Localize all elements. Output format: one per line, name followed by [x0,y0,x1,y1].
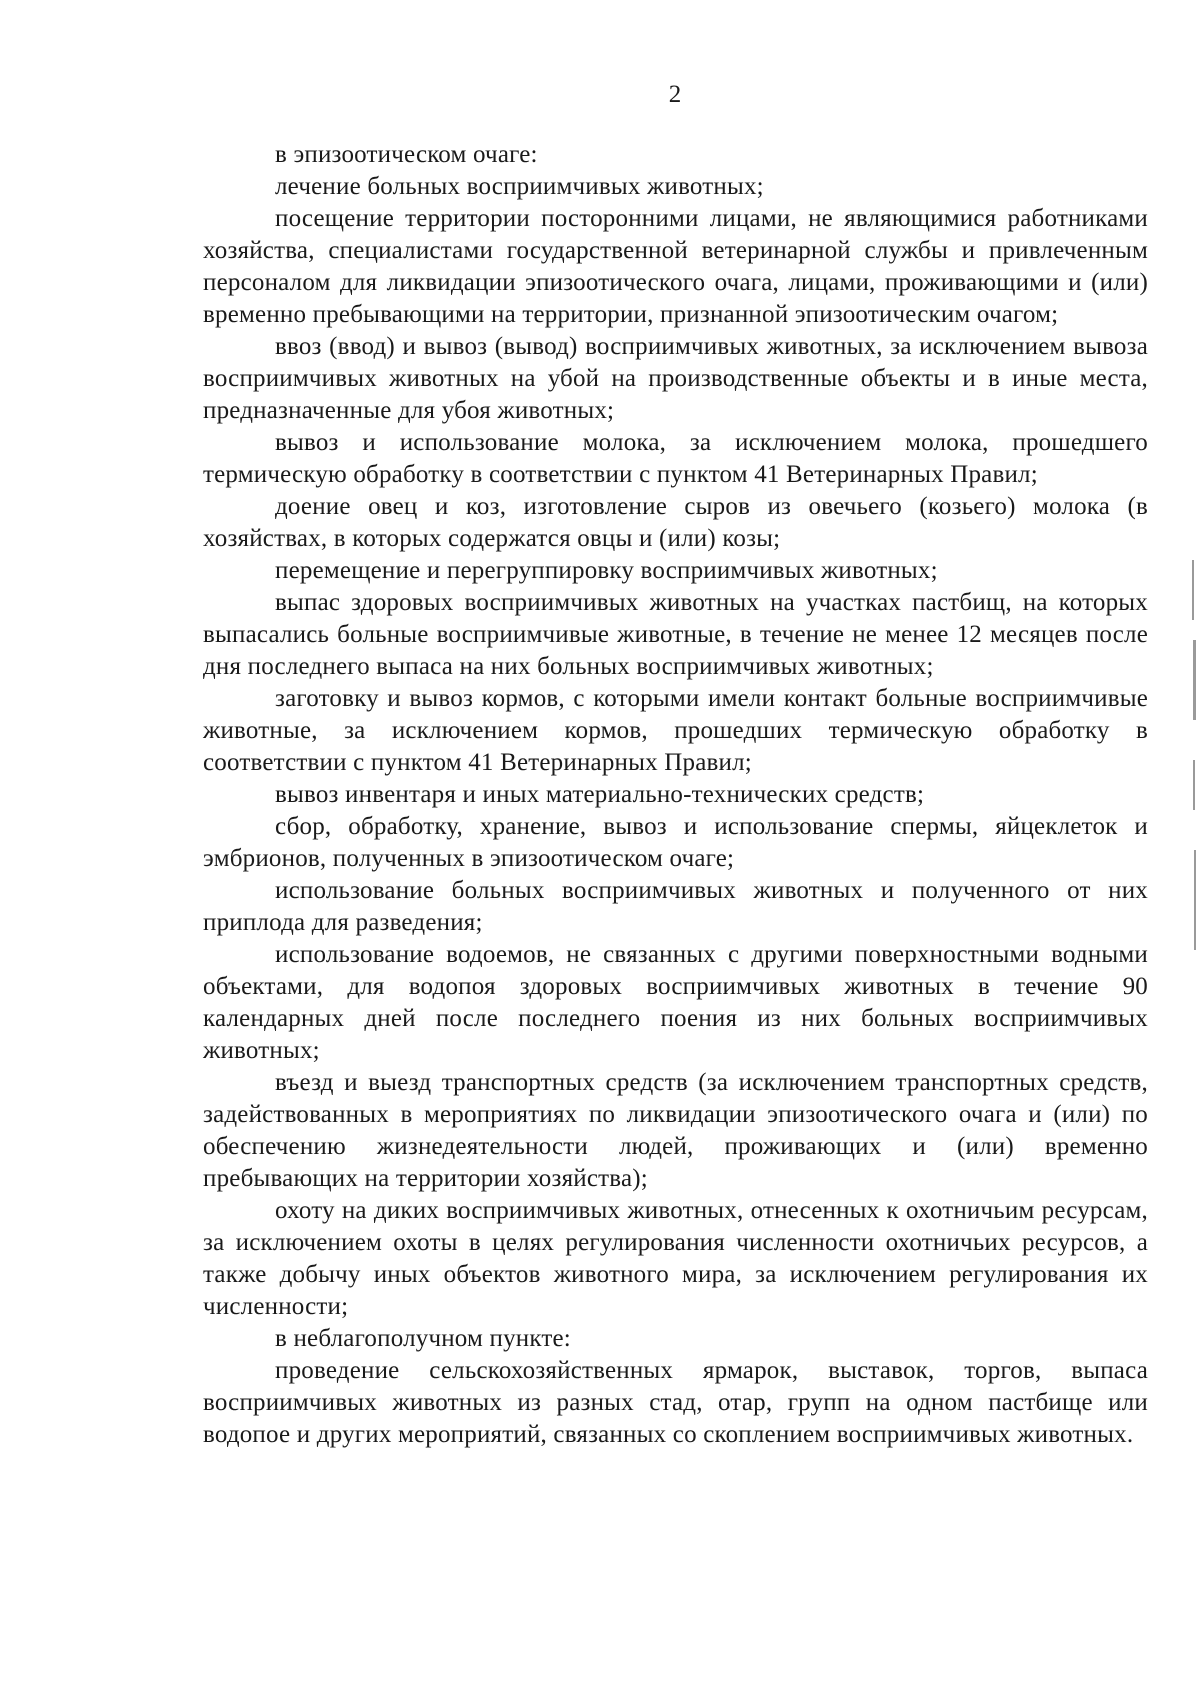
paragraph: перемещение и перегруппировку восприимчивых животных; [275,557,938,584]
document-body [203,139,1148,1451]
paragraph: доение овец и коз, изготовление сыров из овечьего (козьего) молока (в хозяйствах, в которых содержатся овцы и (или) козы; [203,493,1148,552]
scan-edge-mark [1193,640,1196,720]
paragraph: проведение сельскохозяйственных ярмарок, выставок, торгов, выпаса восприимчивых животных из разных стад, отар, групп на одном пастбище или водопое и других мероприятий, связанных со скоплением восприимчивых животных. [203,1357,1148,1448]
paragraph: посещение территории посторонними лицами, не являющимися работниками хозяйства, специалистами государственной ветеринарной службы и привлеченным персоналом для ликвидации эпизоотического очага, лицами, проживающими и (или) временно пребывающими на территории, признанной эпизоотическим очагом; [203,205,1148,328]
paragraph: в эпизоотическом очаге: [275,141,538,168]
paragraph: выпас здоровых восприимчивых животных на участках пастбищ, на которых выпасались больные восприимчивые животные, в течение не менее 12 месяцев после дня последнего выпаса на них больных восприимчивых животных; [203,589,1148,680]
paragraph: лечение больных восприимчивых животных; [275,173,764,200]
scan-edge-mark [1192,560,1194,620]
paragraph: использование водоемов, не связанных с другими поверхностными водными объектами, для водопоя здоровых восприимчивых животных в течение 90 календарных дней после последнего поения из них больных восприимчивых животных; [203,941,1148,1064]
scan-edge-mark [1193,760,1195,810]
paragraph: в неблагополучном пункте: [275,1325,571,1352]
paragraph: вывоз инвентаря и иных материально-технических средств; [275,781,925,808]
paragraph: использование больных восприимчивых животных и полученного от них приплода для разведения; [203,877,1148,936]
page-number: 2 [668,81,682,108]
paragraph: ввоз (ввод) и вывоз (вывод) восприимчивых животных, за исключением вывоза восприимчивых животных на убой на производственные объекты и в иные места, предназначенные для убоя животных; [203,333,1148,424]
paragraph: въезд и выезд транспортных средств (за исключением транспортных средств, задействованных в мероприятиях по ликвидации эпизоотического очага и (или) по обеспечению жизнедеятельности людей, проживающих и (или) временно пребывающих на территории хозяйства); [203,1069,1148,1192]
paragraph: сбор, обработку, хранение, вывоз и использование спермы, яйцеклеток и эмбрионов, полученных в эпизоотическом очаге; [203,813,1148,872]
scan-edge-mark [1194,850,1196,950]
paragraph: заготовку и вывоз кормов, с которыми имели контакт больные восприимчивые животные, за исключением кормов, прошедших термическую обработку в соответствии с пунктом 41 Ветеринарных Правил; [203,685,1148,776]
paragraph: вывоз и использование молока, за исключением молока, прошедшего термическую обработку в соответствии с пунктом 41 Ветеринарных Правил; [203,429,1148,488]
paragraph: охоту на диких восприимчивых животных, отнесенных к охотничьим ресурсам, за исключением охоты в целях регулирования численности охотничьих ресурсов, а также добычу иных объектов животного мира, за исключением регулирования их численности; [203,1197,1148,1320]
